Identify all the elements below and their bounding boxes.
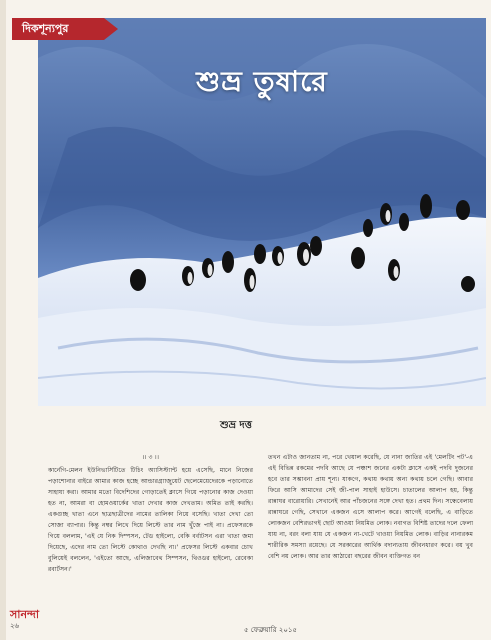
chapter-number: ।। ৩ ।। — [142, 454, 159, 461]
article-title: শুভ্র তুষারে — [196, 65, 328, 98]
article-column-left — [48, 452, 253, 575]
issue-date: ৫ ফেব্রুয়ারি ২০১৫ — [244, 626, 297, 634]
article-author: শুভ্র দত্ত — [220, 420, 252, 431]
magazine-logo: সানন্দা — [10, 608, 40, 621]
section-label: দিকশূন্যপুর — [12, 18, 104, 40]
page-number: ২৬ — [10, 622, 20, 630]
article-column-right — [268, 452, 473, 562]
page-edge — [0, 0, 6, 640]
column-text: তখন এটাও জানতাম না, পরে খেয়াল করেছি, যে নানা জাতির এই 'মেলটিং পট'-এ এই বিভিন্ন রকমের পদবি আছে যে পঞ্চাশ জনের একটা ক্লাসে একই পদবি দুজনের হবে তার সম্ভাবনা প্রায় শূন্য। যাকগে, কথায় কথায় অন্য কথায় চলে গেছি। আবার ফিরে আসি আমাদের সেই জী-পাল সাহাই হাউসে। চাতালের আলাপ হয়, কিন্তু রান্নাঘর বারোয়ারি। সেখানেই আর পাঁচজনের সঙ্গে দেখা হত। প্রথম দিন। সন্ধেবেলায় রান্নাঘরে গেছি, সেখানে একজন এসে আলাপ করে। আগেই বলেছি, এ বাড়িতে লোকজন বেশিরভাগই ছোট আওয়া নিয়মিত লোক। নবাগত বিশিষ্ট তাদের দলে ফেলা যায় না, বরং বলা যায় যে একজন না-খেটে খাওয়া নিয়মিত লোক। বাড়ির নানারকম শারীরিক সমস্যা রয়েছে। যে সরকারের আর্থিক বদান্যতায় জীবনধারণ করে। বয় খুব বেশি নয় লোক। আর তার আঠারো বছরের জীবন ব্যক্তিগত বন — [268, 454, 474, 560]
column-text: কার্নেগি-মেলন ইউনিভার্সিটিতে টিচিং অ্যাসিস্ট্যান্ট হয়ে এসেছি, মানে নিজের পড়াশোনার বাইরে আমার কাজ হচ্ছে আন্ডারগ্র্যাজুয়েট ছেলেমেয়েদেরকে পড়ানোতে সাহায্য করা। আমার মতো বিদেশিদের গোড়াতেই ক্লাসে গিয়ে পড়ানোর কাজ দেওয়া হত না, আমরা বা হোমওয়ার্কের খাতা দেখার কাজ দেখতাম। অমিত তাই করছি। একগুচ্ছ খাতা এনে ছাত্রছাত্রীদের নামের তালিকা নিয়ে বসেছি। খাতা দেখা তো সোজা ব্যাপার। কিন্তু নম্বর লিখে দিয়ে লিস্টে তার নাম খুঁজে পাই না। প্রফেসরকে গিয়ে বললাম, 'এই যে নিক দিম্পসন, টেড হাইলো, বেকি বর্বাটসন এরা খাতা জমা দিয়েছে, এদের নাম তো লিস্টে কোথাও দেখছি না।' প্রফেসর লিস্টে একবার চোখ বুলিয়েই বললেন, 'এইতো আছে, এলিজাবেথ সিম্পসন, থিওডর হাইলো, রেবেকা রবার্টসন।' — [48, 467, 253, 573]
